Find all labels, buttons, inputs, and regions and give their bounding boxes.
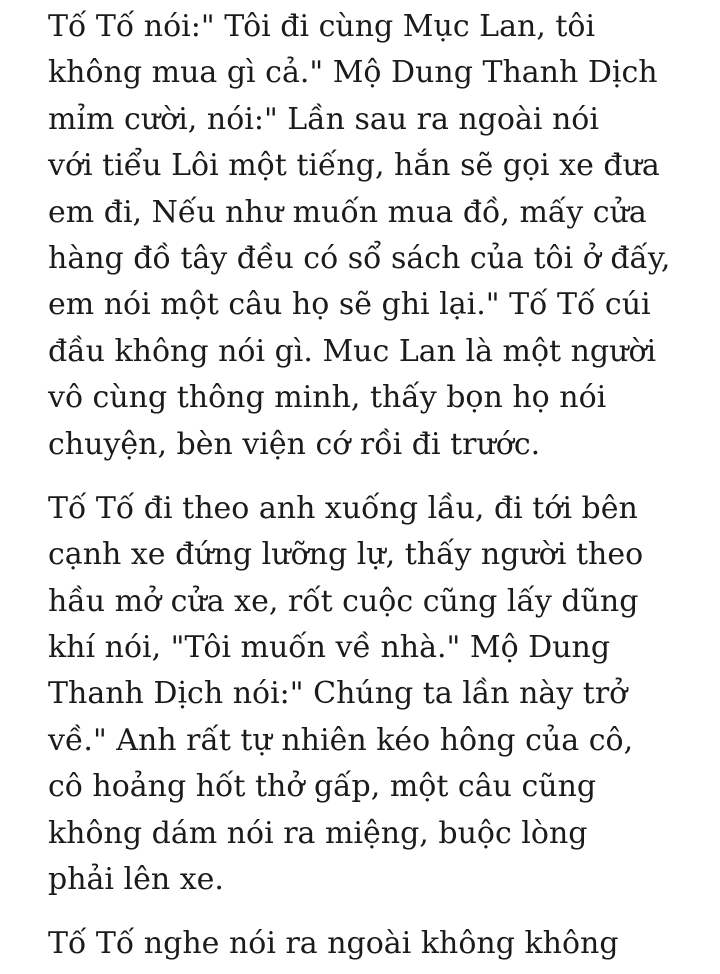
paragraph-1: [48, 4, 708, 468]
text-line: vô cùng thông minh, thấy bọn họ nói: [48, 380, 607, 416]
text-line: Tố Tố nghe nói ra ngoài không không: [48, 926, 619, 962]
text-line: em nói một câu họ sẽ ghi lại." Tố Tố cúi: [48, 287, 651, 323]
text-line: hầu mở cửa xe, rốt cuộc cũng lấy dũng: [48, 583, 639, 619]
text-line: Tố Tố đi theo anh xuống lầu, đi tới bên: [48, 490, 638, 526]
text-line: về." Anh rất tự nhiên kéo hông của cô,: [48, 722, 634, 758]
paragraph-3: [48, 921, 708, 967]
text-line: đầu không nói gì. Muc Lan là một người: [48, 333, 657, 369]
text-line: mỉm cười, nói:" Lần sau ra ngoài nói: [48, 101, 599, 137]
text-line: không mua gì cả." Mộ Dung Thanh Dịch: [48, 55, 658, 91]
text-line: cô hoảng hốt thở gấp, một câu cũng: [48, 769, 597, 805]
text-line: Tố Tố nói:" Tôi đi cùng Mục Lan, tôi: [48, 9, 596, 44]
text-line: khí nói, "Tôi muốn về nhà." Mộ Dung: [48, 630, 611, 666]
text-line: với tiểu Lôi một tiếng, hắn sẽ gọi xe đưa: [48, 148, 660, 184]
paragraph-2: [48, 486, 708, 904]
text-line: em đi, Nếu như muốn mua đồ, mấy cửa: [48, 194, 647, 230]
text-line: không dám nói ra miệng, buộc lòng: [48, 815, 588, 851]
text-line: hàng đồ tây đều có sổ sách của tôi ở đấy,: [48, 240, 671, 276]
text-line: cạnh xe đứng lưỡng lự, thấy người theo: [48, 537, 644, 573]
text-line: chuyện, bèn viện cớ rồi đi trước.: [48, 426, 541, 462]
text-line: Thanh Dịch nói:" Chúng ta lần này trở: [48, 676, 628, 712]
article-text: [48, 4, 708, 968]
text-line: phải lên xe.: [48, 862, 224, 898]
